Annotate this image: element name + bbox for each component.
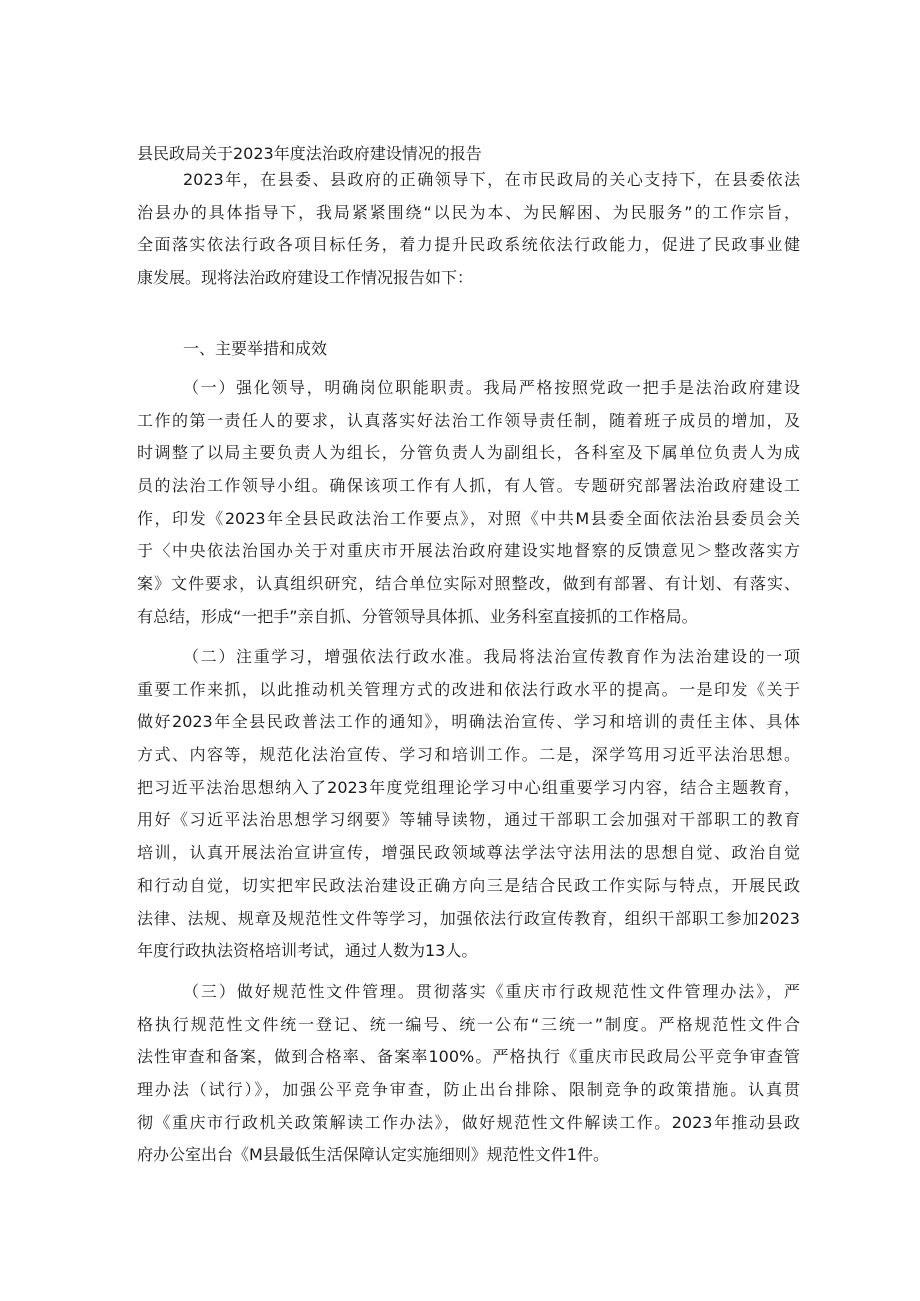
text-line: 把习近平法治思想纳入了2023年度党组理论学习中心组重要学习内容，结合主题教育，	[137, 777, 800, 797]
title-text: 县民政局关于2023年度法治政府建设情况的报告	[137, 144, 482, 163]
text-line: 员的法治工作领导小组。确保该项工作有人抓，有人管。专题研究部署法治政府建设工	[137, 476, 800, 496]
text-line: 法性审查和备案，做到合格率、备案率100%。严格执行《重庆市民政局公平竞争审查管	[137, 1047, 800, 1067]
text-line: （三）做好规范性文件管理。贯彻落实《重庆市行政规范性文件管理办法》，严	[183, 982, 800, 1001]
text-line: 工作的第一责任人的要求，认真落实好法治工作领导责任制，随着班子成员的增加，及	[137, 410, 800, 430]
text-line: 做好2023年全县民政普法工作的通知》，明确法治宣传、学习和培训的责任主体、具体	[137, 712, 800, 732]
text-line: 方式、内容等，规范化法治宣传、学习和培训工作。二是，深学笃用习近平法治思想。	[137, 745, 800, 765]
text-line: 时调整了以局主要负责人为组长，分管负责人为副组长，各科室及下属单位负责人为成	[137, 443, 800, 463]
text-line: （二）注重学习，增强依法行政水准。我局将法治宣传教育作为法治建设的一项	[183, 647, 800, 666]
text-line: 治县办的具体指导下，我局紧紧围绕“以民为本、为民解困、为民服务”的工作宗旨，	[137, 202, 800, 222]
text-line: 法律、法规、规章及规范性文件等学习，加强依法行政宣传教育，组织干部职工参加2023	[137, 908, 800, 928]
paragraph-normative-documents	[137, 976, 800, 1172]
text-line: 格执行规范性文件统一登记、统一编号、统一公布“三统一”制度。严格规范性文件合	[137, 1014, 800, 1034]
paragraph-emphasize-learning	[137, 641, 800, 968]
text-line: 和行动自觉，切实把牢民政法治建设正确方向三是结合民政工作实际与特点，开展民政	[137, 875, 800, 895]
text-line: 培训，认真开展法治宣讲宣传，增强民政领域尊法学法守法用法的思想自觉、政治自觉	[137, 843, 800, 863]
text-line: 于〈中央依法治国办关于对重庆市开展法治政府建设实地督察的反馈意见＞整改落实方	[137, 541, 800, 561]
text-line: 全面落实依法行政各项目标任务，着力提升民政系统依法行政能力，促进了民政事业健	[137, 235, 800, 255]
text-line: 有总结，形成“一把手”亲自抓、分管领导具体抓、业务科室直接抓的工作格局。	[137, 606, 698, 626]
text-line: 府办公室出台《M县最低生活保障认定实施细则》规范性文件1件。	[137, 1145, 609, 1165]
text-line: 2023年，在县委、县政府的正确领导下，在市民政局的关心支持下，在县委依法	[183, 170, 800, 189]
text-line: 康发展。现将法治政府建设工作情况报告如下：	[137, 268, 474, 288]
text-line: 用好《习近平法治思想学习纲要》等辅导读物，通过干部职工会加强对干部职工的教育	[137, 810, 800, 830]
section-heading	[137, 333, 800, 366]
paragraph-strengthen-leadership	[137, 372, 800, 634]
intro-paragraph	[137, 164, 800, 295]
text-line: 年度行政执法资格培训考试，通过人数为13人。	[137, 941, 478, 961]
text-line: 彻《重庆市行政机关政策解读工作办法》，做好规范性文件解读工作。2023年推动县政	[137, 1112, 800, 1132]
text-line: 作，印发《2023年全县民政法治工作要点》，对照《中共M县委全面依法治县委员会关	[137, 508, 800, 528]
text-line: 重要工作来抓，以此推动机关管理方式的改进和依法行政水平的提高。一是印发《关于	[137, 679, 800, 699]
text-line: （一）强化领导，明确岗位职能职责。我局严格按照党政一把手是法治政府建设	[183, 378, 800, 397]
text-line: 理办法（试行）》，加强公平竞争审查，防止出台排除、限制竞争的政策措施。认真贯	[137, 1080, 800, 1100]
section-heading-text: 一、主要举措和成效	[183, 339, 328, 358]
text-line: 案》文件要求，认真组织研究，结合单位实际对照整改，做到有部署、有计划、有落实、	[137, 574, 800, 594]
